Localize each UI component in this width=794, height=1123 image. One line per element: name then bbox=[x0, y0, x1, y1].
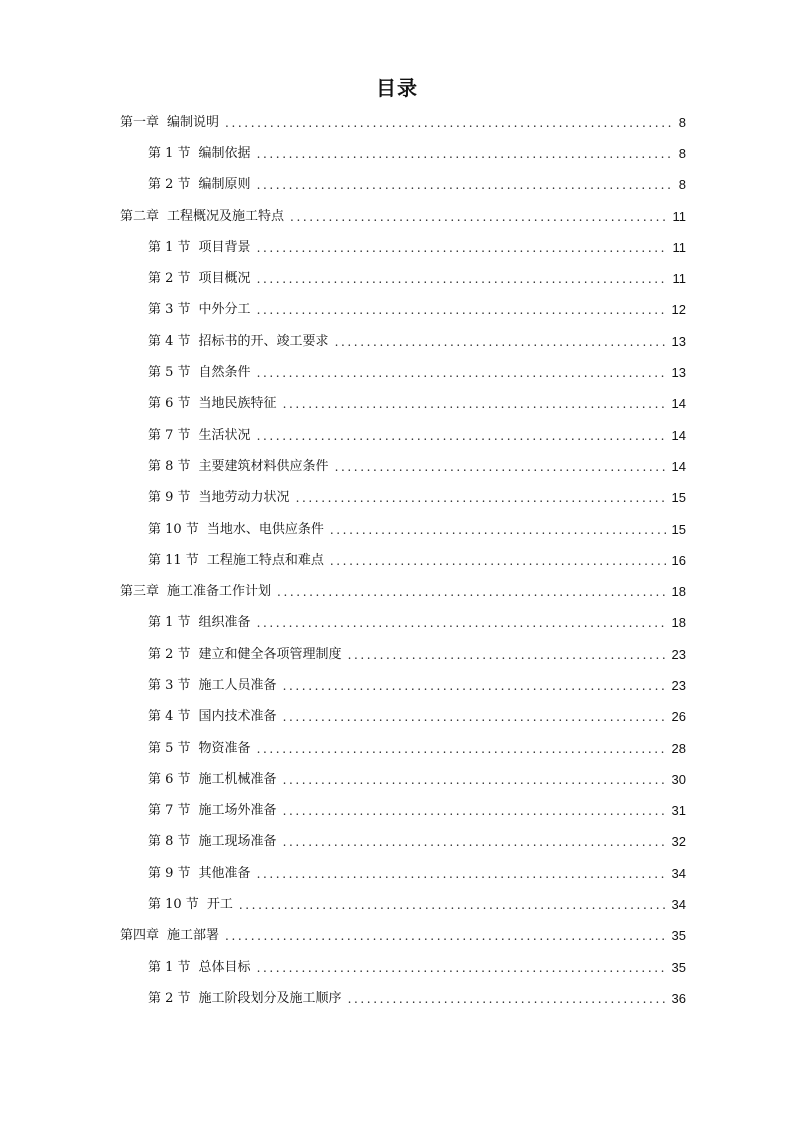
toc-dot-leader bbox=[257, 302, 666, 318]
toc-dot-leader bbox=[257, 365, 666, 381]
toc-section-entry[interactable] bbox=[120, 858, 686, 889]
toc-dot-leader bbox=[257, 428, 666, 444]
toc-dot-leader bbox=[330, 553, 666, 569]
toc-entry-label bbox=[148, 522, 324, 538]
toc-entry-label bbox=[148, 897, 233, 913]
toc-entry-label bbox=[148, 177, 251, 193]
toc-dot-leader bbox=[283, 396, 666, 412]
toc-entry-label bbox=[148, 302, 251, 318]
toc-chapter-entry[interactable] bbox=[120, 921, 686, 952]
toc-entry-number: 第 5 节 bbox=[148, 365, 191, 381]
toc-dot-leader bbox=[257, 615, 666, 631]
toc-entry-title: 当地水、电供应条件 bbox=[206, 521, 324, 537]
toc-entry-label bbox=[148, 960, 251, 976]
toc-entry-number: 第三章 bbox=[120, 584, 160, 600]
toc-dot-leader bbox=[283, 678, 666, 694]
toc-page-number: 14 bbox=[671, 396, 686, 412]
toc-chapter-entry[interactable] bbox=[120, 107, 686, 138]
toc-entry-label bbox=[148, 772, 277, 788]
toc-dot-leader bbox=[257, 866, 666, 882]
toc-section-entry[interactable] bbox=[120, 545, 686, 576]
toc-dot-leader bbox=[330, 522, 666, 538]
toc-entry-title: 生活状况 bbox=[198, 427, 251, 443]
toc-entry-label bbox=[148, 678, 277, 694]
toc-page-number: 31 bbox=[671, 803, 686, 819]
toc-entry-title: 招标书的开、竣工要求 bbox=[198, 333, 329, 349]
toc-entry-label bbox=[120, 115, 219, 131]
table-of-contents bbox=[120, 107, 686, 1015]
toc-page-number: 13 bbox=[671, 365, 686, 381]
toc-entry-title: 编制原则 bbox=[198, 177, 251, 193]
toc-entry-number: 第 8 节 bbox=[148, 458, 191, 474]
toc-section-entry[interactable] bbox=[120, 389, 686, 420]
toc-entry-title: 中外分工 bbox=[198, 302, 251, 318]
toc-entry-number: 第 3 节 bbox=[148, 302, 191, 318]
toc-entry-title: 建立和健全各项管理制度 bbox=[198, 646, 342, 662]
toc-dot-leader bbox=[225, 115, 673, 131]
toc-entry-label bbox=[148, 553, 324, 569]
toc-page-number: 34 bbox=[671, 865, 686, 881]
toc-page-number: 12 bbox=[671, 302, 686, 318]
toc-entry-title: 工程施工特点和难点 bbox=[206, 552, 324, 568]
toc-entry-label bbox=[148, 615, 251, 631]
toc-entry-label bbox=[148, 396, 277, 412]
toc-page-number: 34 bbox=[671, 897, 686, 913]
toc-entry-label bbox=[148, 991, 342, 1007]
toc-section-entry[interactable] bbox=[120, 138, 686, 169]
toc-section-entry[interactable] bbox=[120, 889, 686, 920]
toc-dot-leader bbox=[348, 647, 666, 663]
toc-dot-leader bbox=[296, 490, 666, 506]
toc-section-entry[interactable] bbox=[120, 796, 686, 827]
toc-section-entry[interactable] bbox=[120, 451, 686, 482]
toc-section-entry[interactable] bbox=[120, 983, 686, 1014]
toc-page-number: 35 bbox=[671, 928, 686, 944]
toc-dot-leader bbox=[335, 334, 666, 350]
toc-page-number: 8 bbox=[678, 177, 686, 193]
toc-entry-number: 第 11 节 bbox=[148, 552, 199, 568]
toc-section-entry[interactable] bbox=[120, 326, 686, 357]
toc-dot-leader bbox=[257, 271, 667, 287]
toc-page-number: 11 bbox=[672, 271, 686, 287]
toc-entry-title: 施工现场准备 bbox=[198, 834, 277, 850]
toc-page-number: 23 bbox=[671, 646, 686, 662]
toc-entry-number: 第 9 节 bbox=[148, 490, 191, 506]
toc-entry-number: 第四章 bbox=[120, 928, 160, 944]
toc-entry-title: 组织准备 bbox=[198, 615, 251, 631]
toc-entry-number: 第 2 节 bbox=[148, 990, 191, 1006]
toc-section-entry[interactable] bbox=[120, 357, 686, 388]
toc-dot-leader bbox=[283, 772, 666, 788]
toc-section-entry[interactable] bbox=[120, 639, 686, 670]
toc-entry-title: 施工机械准备 bbox=[198, 771, 277, 787]
toc-page-number: 35 bbox=[671, 959, 686, 975]
toc-dot-leader bbox=[239, 897, 666, 913]
toc-entry-number: 第 5 节 bbox=[148, 740, 191, 756]
toc-entry-number: 第 6 节 bbox=[148, 771, 191, 787]
toc-entry-title: 当地民族特征 bbox=[198, 396, 277, 412]
toc-entry-label bbox=[148, 146, 251, 162]
toc-entry-title: 编制说明 bbox=[167, 114, 220, 130]
toc-chapter-entry[interactable] bbox=[120, 576, 686, 607]
toc-entry-number: 第 1 节 bbox=[148, 239, 191, 255]
toc-entry-label bbox=[148, 334, 329, 350]
toc-entry-title: 国内技术准备 bbox=[198, 709, 277, 725]
toc-section-entry[interactable] bbox=[120, 827, 686, 858]
toc-section-entry[interactable] bbox=[120, 733, 686, 764]
toc-page-number: 11 bbox=[672, 239, 686, 255]
toc-entry-number: 第 10 节 bbox=[148, 521, 199, 537]
toc-section-entry[interactable] bbox=[120, 232, 686, 263]
toc-entry-number: 第 4 节 bbox=[148, 333, 191, 349]
toc-entry-number: 第 3 节 bbox=[148, 677, 191, 693]
toc-entry-number: 第 6 节 bbox=[148, 396, 191, 412]
toc-entry-number: 第 2 节 bbox=[148, 271, 191, 287]
toc-section-entry[interactable] bbox=[120, 295, 686, 326]
toc-entry-label bbox=[120, 209, 284, 225]
toc-page-number: 18 bbox=[671, 584, 686, 600]
toc-entry-label bbox=[120, 928, 219, 944]
toc-dot-leader bbox=[257, 146, 673, 162]
toc-page-number: 13 bbox=[671, 333, 686, 349]
toc-entry-number: 第 4 节 bbox=[148, 709, 191, 725]
toc-entry-title: 编制依据 bbox=[198, 145, 251, 161]
toc-section-entry[interactable] bbox=[120, 608, 686, 639]
toc-entry-number: 第 7 节 bbox=[148, 427, 191, 443]
toc-page-number: 15 bbox=[671, 490, 686, 506]
toc-section-entry[interactable] bbox=[120, 764, 686, 795]
toc-entry-label bbox=[148, 365, 251, 381]
toc-entry-number: 第 2 节 bbox=[148, 177, 191, 193]
toc-dot-leader bbox=[335, 459, 666, 475]
toc-entry-number: 第 1 节 bbox=[148, 959, 191, 975]
toc-entry-title: 施工准备工作计划 bbox=[167, 584, 272, 600]
toc-section-entry[interactable] bbox=[120, 702, 686, 733]
toc-entry-title: 物资准备 bbox=[198, 740, 251, 756]
toc-entry-label bbox=[148, 428, 251, 444]
toc-entry-label bbox=[120, 584, 271, 600]
toc-entry-title: 其他准备 bbox=[198, 865, 251, 881]
toc-section-entry[interactable] bbox=[120, 420, 686, 451]
toc-page-number: 14 bbox=[671, 458, 686, 474]
toc-entry-number: 第 10 节 bbox=[148, 897, 199, 913]
toc-dot-leader bbox=[257, 177, 673, 193]
toc-entry-title: 施工部署 bbox=[167, 928, 220, 944]
toc-entry-number: 第 9 节 bbox=[148, 865, 191, 881]
toc-chapter-entry[interactable] bbox=[120, 201, 686, 232]
toc-entry-number: 第 1 节 bbox=[148, 615, 191, 631]
toc-page-number: 11 bbox=[672, 208, 686, 224]
toc-entry-label bbox=[148, 741, 251, 757]
toc-section-entry[interactable] bbox=[120, 263, 686, 294]
toc-entry-label bbox=[148, 647, 342, 663]
toc-page-number: 8 bbox=[678, 114, 686, 130]
toc-page-number: 14 bbox=[671, 427, 686, 443]
toc-entry-number: 第 7 节 bbox=[148, 803, 191, 819]
toc-dot-leader bbox=[283, 709, 666, 725]
toc-page-number: 16 bbox=[671, 552, 686, 568]
toc-page-number: 15 bbox=[671, 521, 686, 537]
toc-entry-label bbox=[148, 709, 277, 725]
toc-page-number: 8 bbox=[678, 145, 686, 161]
toc-entry-title: 主要建筑材料供应条件 bbox=[198, 458, 329, 474]
toc-entry-title: 项目概况 bbox=[198, 271, 251, 287]
toc-entry-title: 施工阶段划分及施工顺序 bbox=[198, 990, 342, 1006]
toc-entry-label bbox=[148, 240, 251, 256]
toc-entry-label bbox=[148, 271, 251, 287]
toc-dot-leader bbox=[348, 991, 666, 1007]
toc-entry-number: 第 8 节 bbox=[148, 834, 191, 850]
toc-entry-title: 开工 bbox=[206, 897, 233, 913]
toc-dot-leader bbox=[257, 741, 666, 757]
toc-page-number: 36 bbox=[671, 990, 686, 1006]
toc-page-number: 30 bbox=[671, 771, 686, 787]
toc-section-entry[interactable] bbox=[120, 670, 686, 701]
toc-page-number: 26 bbox=[671, 709, 686, 725]
toc-dot-leader bbox=[277, 584, 666, 600]
toc-entry-title: 自然条件 bbox=[198, 365, 251, 381]
toc-entry-title: 施工场外准备 bbox=[198, 803, 277, 819]
toc-page-number: 18 bbox=[671, 615, 686, 631]
page-title: 目录 bbox=[376, 76, 418, 100]
toc-page-number: 32 bbox=[671, 834, 686, 850]
toc-entry-title: 工程概况及施工特点 bbox=[167, 208, 285, 224]
toc-page-number: 23 bbox=[671, 677, 686, 693]
toc-entry-number: 第二章 bbox=[120, 208, 160, 224]
toc-entry-title: 当地劳动力状况 bbox=[198, 490, 290, 506]
toc-entry-number: 第 2 节 bbox=[148, 646, 191, 662]
toc-entry-number: 第一章 bbox=[120, 114, 160, 130]
toc-dot-leader bbox=[290, 209, 666, 225]
toc-entry-title: 施工人员准备 bbox=[198, 677, 277, 693]
toc-entry-label bbox=[148, 803, 277, 819]
toc-page-number: 28 bbox=[671, 740, 686, 756]
toc-dot-leader bbox=[283, 803, 666, 819]
toc-entry-title: 总体目标 bbox=[198, 959, 251, 975]
toc-dot-leader bbox=[283, 834, 666, 850]
toc-entry-label bbox=[148, 459, 329, 475]
toc-section-entry[interactable] bbox=[120, 514, 686, 545]
toc-dot-leader bbox=[257, 960, 666, 976]
toc-section-entry[interactable] bbox=[120, 483, 686, 514]
toc-entry-label bbox=[148, 866, 251, 882]
toc-entry-number: 第 1 节 bbox=[148, 145, 191, 161]
toc-dot-leader bbox=[257, 240, 667, 256]
toc-entry-title: 项目背景 bbox=[198, 239, 251, 255]
toc-entry-label bbox=[148, 490, 290, 506]
toc-dot-leader bbox=[225, 928, 666, 944]
toc-section-entry[interactable] bbox=[120, 170, 686, 201]
toc-section-entry[interactable] bbox=[120, 952, 686, 983]
toc-entry-label bbox=[148, 834, 277, 850]
